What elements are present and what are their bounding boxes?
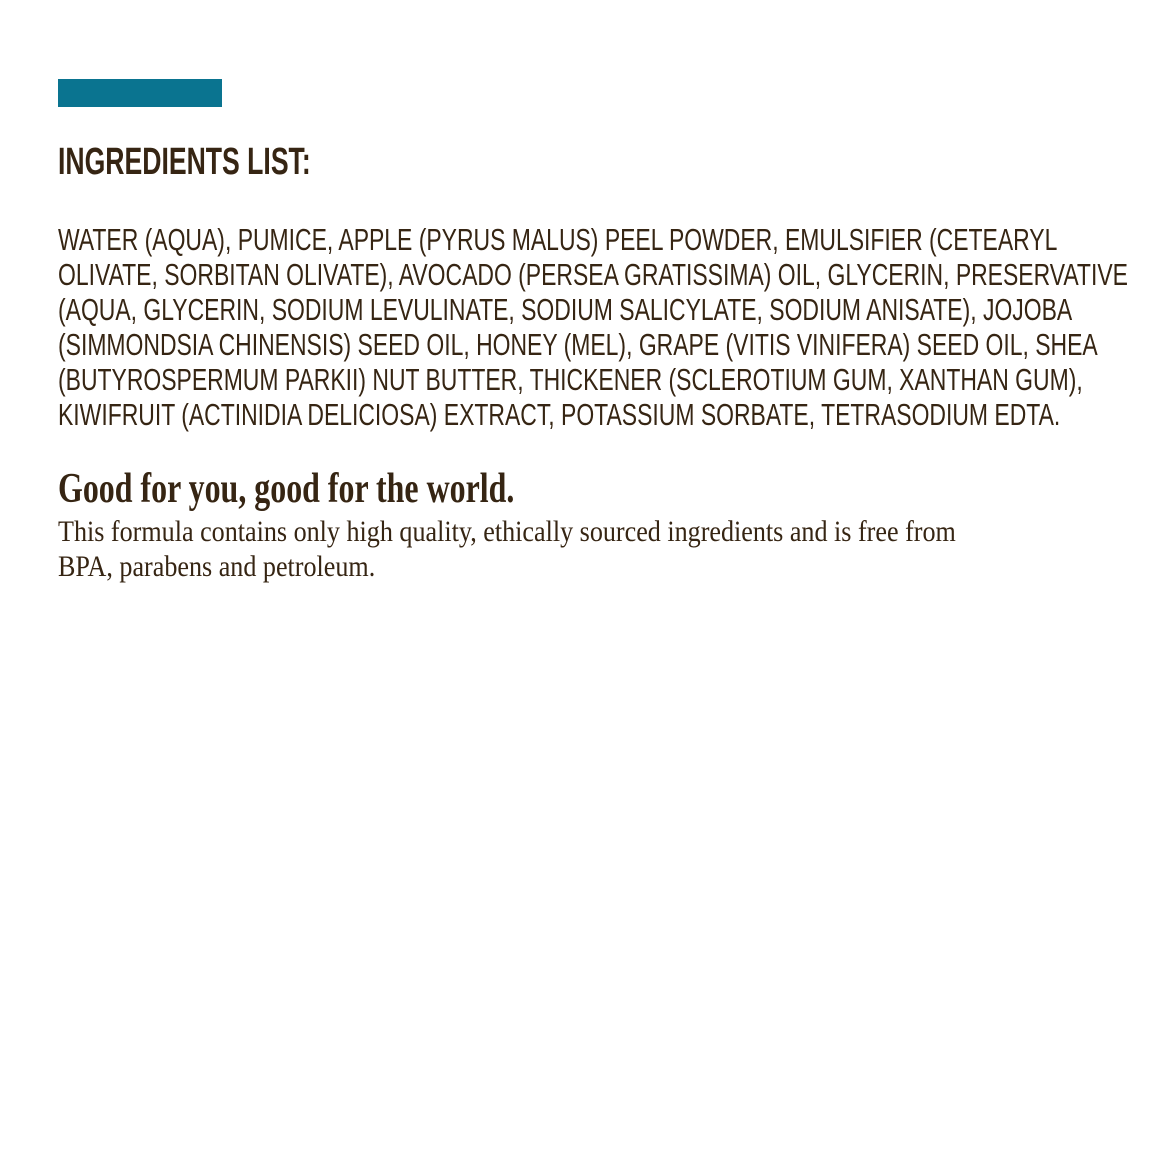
ingredients-line: (BUTYROSPERMUM PARKII) NUT BUTTER, THICKENER (SCLEROTIUM GUM, XANTHAN GUM), xyxy=(58,362,1083,397)
ingredients-paragraph xyxy=(58,222,1128,432)
ingredients-line: KIWIFRUIT (ACTINIDIA DELICIOSA) EXTRACT, POTASSIUM SORBATE, TETRASODIUM EDTA. xyxy=(58,397,1061,432)
tagline-body xyxy=(58,514,956,584)
tagline-body-line: BPA, parabens and petroleum. xyxy=(58,550,376,583)
tagline-body-line: This formula contains only high quality, ethically sourced ingredients and is free from xyxy=(58,515,956,548)
ingredients-list-heading: INGREDIENTS LIST: xyxy=(58,141,311,183)
ingredients-line: (AQUA, GLYCERIN, SODIUM LEVULINATE, SODIUM SALICYLATE, SODIUM ANISATE), JOJOBA xyxy=(58,292,1073,327)
ingredients-line: WATER (AQUA), PUMICE, APPLE (PYRUS MALUS) PEEL POWDER, EMULSIFIER (CETEARYL xyxy=(58,222,1058,257)
brand-color-swatch xyxy=(58,79,222,107)
tagline-heading: Good for you, good for the world. xyxy=(58,466,515,512)
ingredients-line: (SIMMONDSIA CHINENSIS) SEED OIL, HONEY (MEL), GRAPE (VITIS VINIFERA) SEED OIL, SHEA xyxy=(58,327,1098,362)
ingredients-line: OLIVATE, SORBITAN OLIVATE), AVOCADO (PERSEA GRATISSIMA) OIL, GLYCERIN, PRESERVATIVE xyxy=(58,257,1128,292)
